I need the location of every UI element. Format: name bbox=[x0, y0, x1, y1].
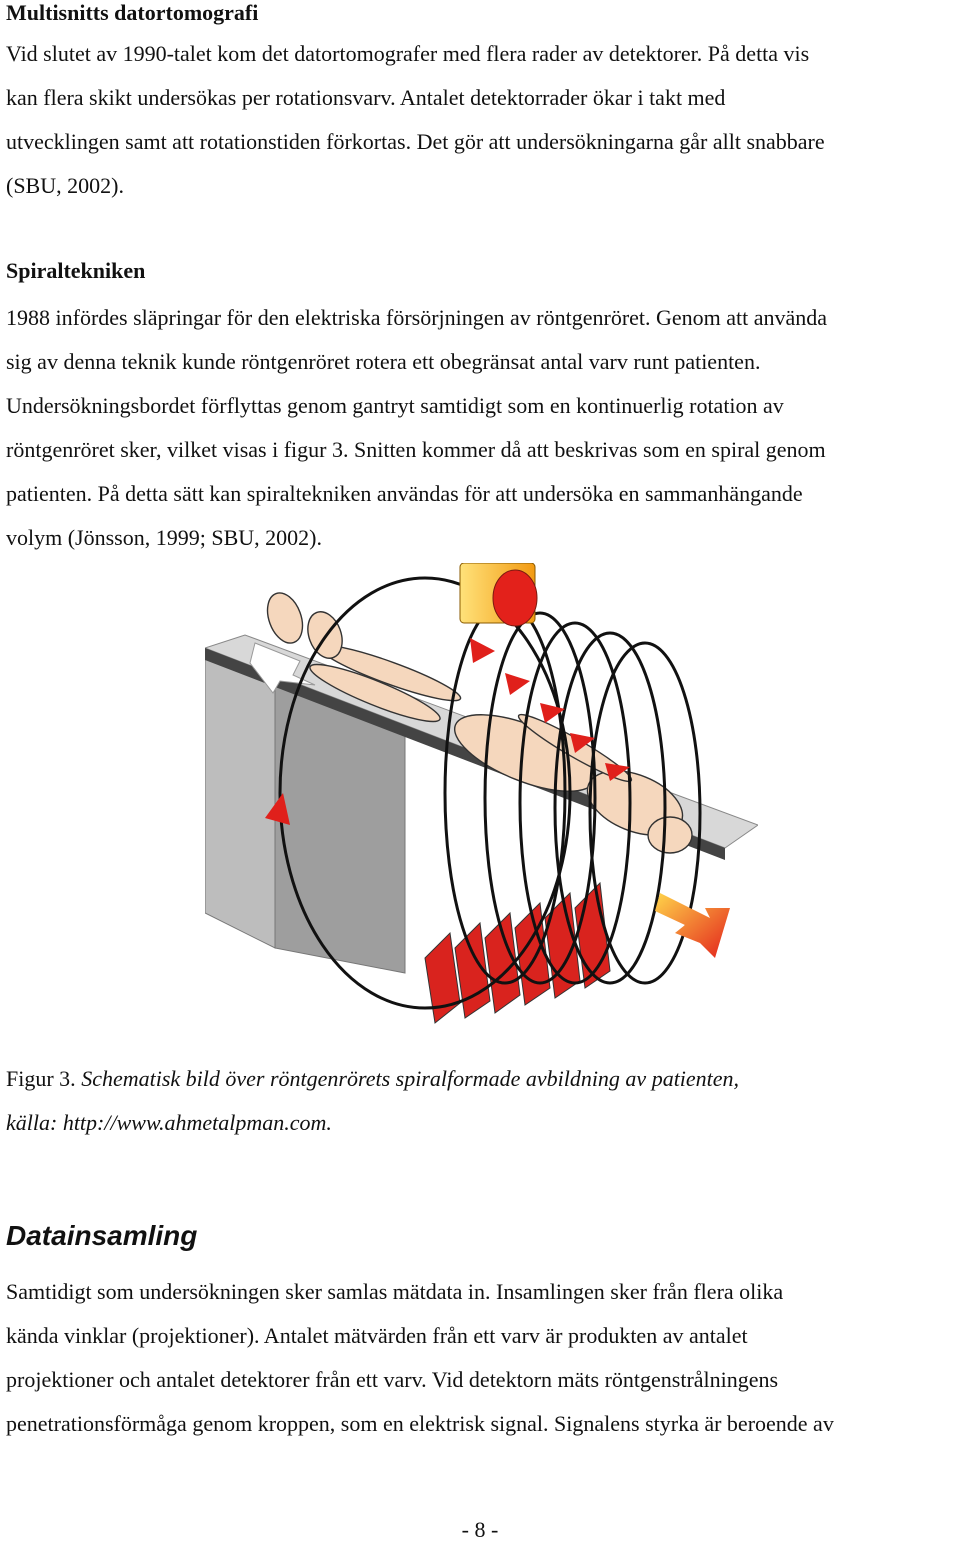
text-line: 1988 infördes släpringar för den elektriska försörjningen av röntgenröret. Genom att använda bbox=[6, 305, 828, 330]
text-line: Samtidigt som undersökningen sker samlas mätdata in. Insamlingen sker från flera olika bbox=[6, 1279, 784, 1304]
text-line: röntgenröret sker, vilket visas i figur 3. Snitten kommer då att beskrivas som en spiral genom bbox=[6, 437, 826, 462]
text-line: penetrationsförmåga genom kroppen, som en elektrisk signal. Signalens styrka är beroende av bbox=[6, 1411, 834, 1436]
caption-label: Figur 3. bbox=[6, 1066, 76, 1091]
page-number: - 8 - bbox=[461, 1517, 499, 1542]
text-line: Undersökningsbordet förflyttas genom gantryt samtidigt som en kontinuerlig rotation av bbox=[6, 393, 784, 418]
detector-array bbox=[425, 883, 610, 1023]
spiral-ct-illustration bbox=[205, 563, 758, 1048]
heading-datainsamling: Datainsamling bbox=[6, 1220, 198, 1251]
text-line: (SBU, 2002). bbox=[6, 173, 124, 198]
text-line: kända vinklar (projektioner). Antalet mätvärden från ett varv är produkten av antalet bbox=[6, 1323, 748, 1348]
figure-caption bbox=[6, 1057, 739, 1145]
heading-spiraltekniken: Spiraltekniken bbox=[6, 258, 146, 283]
text-line: sig av denna teknik kunde röntgenröret rotera ett obegränsat antal varv runt patienten. bbox=[6, 349, 761, 374]
paragraph-datainsamling bbox=[6, 1270, 956, 1446]
caption-source: källa: http://www.ahmetalpman.com. bbox=[6, 1110, 332, 1135]
text-line: Vid slutet av 1990-talet kom det datortomografer med flera rader av detektorer. På detta vis bbox=[6, 41, 810, 66]
text-line: utvecklingen samt att rotationstiden förkortas. Det gör att undersökningarna går allt snabbare bbox=[6, 129, 825, 154]
paragraph-multisnitt bbox=[6, 32, 956, 208]
text-line: volym (Jönsson, 1999; SBU, 2002). bbox=[6, 525, 322, 550]
caption-line-2 bbox=[6, 1101, 739, 1145]
caption-text-1: Schematisk bild över röntgenrörets spiralformade avbildning av patienten, bbox=[81, 1066, 740, 1091]
caption-line-1 bbox=[6, 1057, 739, 1101]
paragraph-spiraltekniken bbox=[6, 296, 956, 560]
text-line: projektioner och antalet detektorer från ett varv. Vid detektorn mäts röntgenstrålningens bbox=[6, 1367, 779, 1392]
text-line: kan flera skikt undersökas per rotationsvarv. Antalet detektorrader ökar i takt med bbox=[6, 85, 726, 110]
heading-multisnitt: Multisnitts datortomografi bbox=[6, 0, 259, 25]
xray-tube bbox=[460, 563, 537, 626]
text-line: patienten. På detta sätt kan spiraltekniken användas för att undersöka en sammanhängande bbox=[6, 481, 803, 506]
